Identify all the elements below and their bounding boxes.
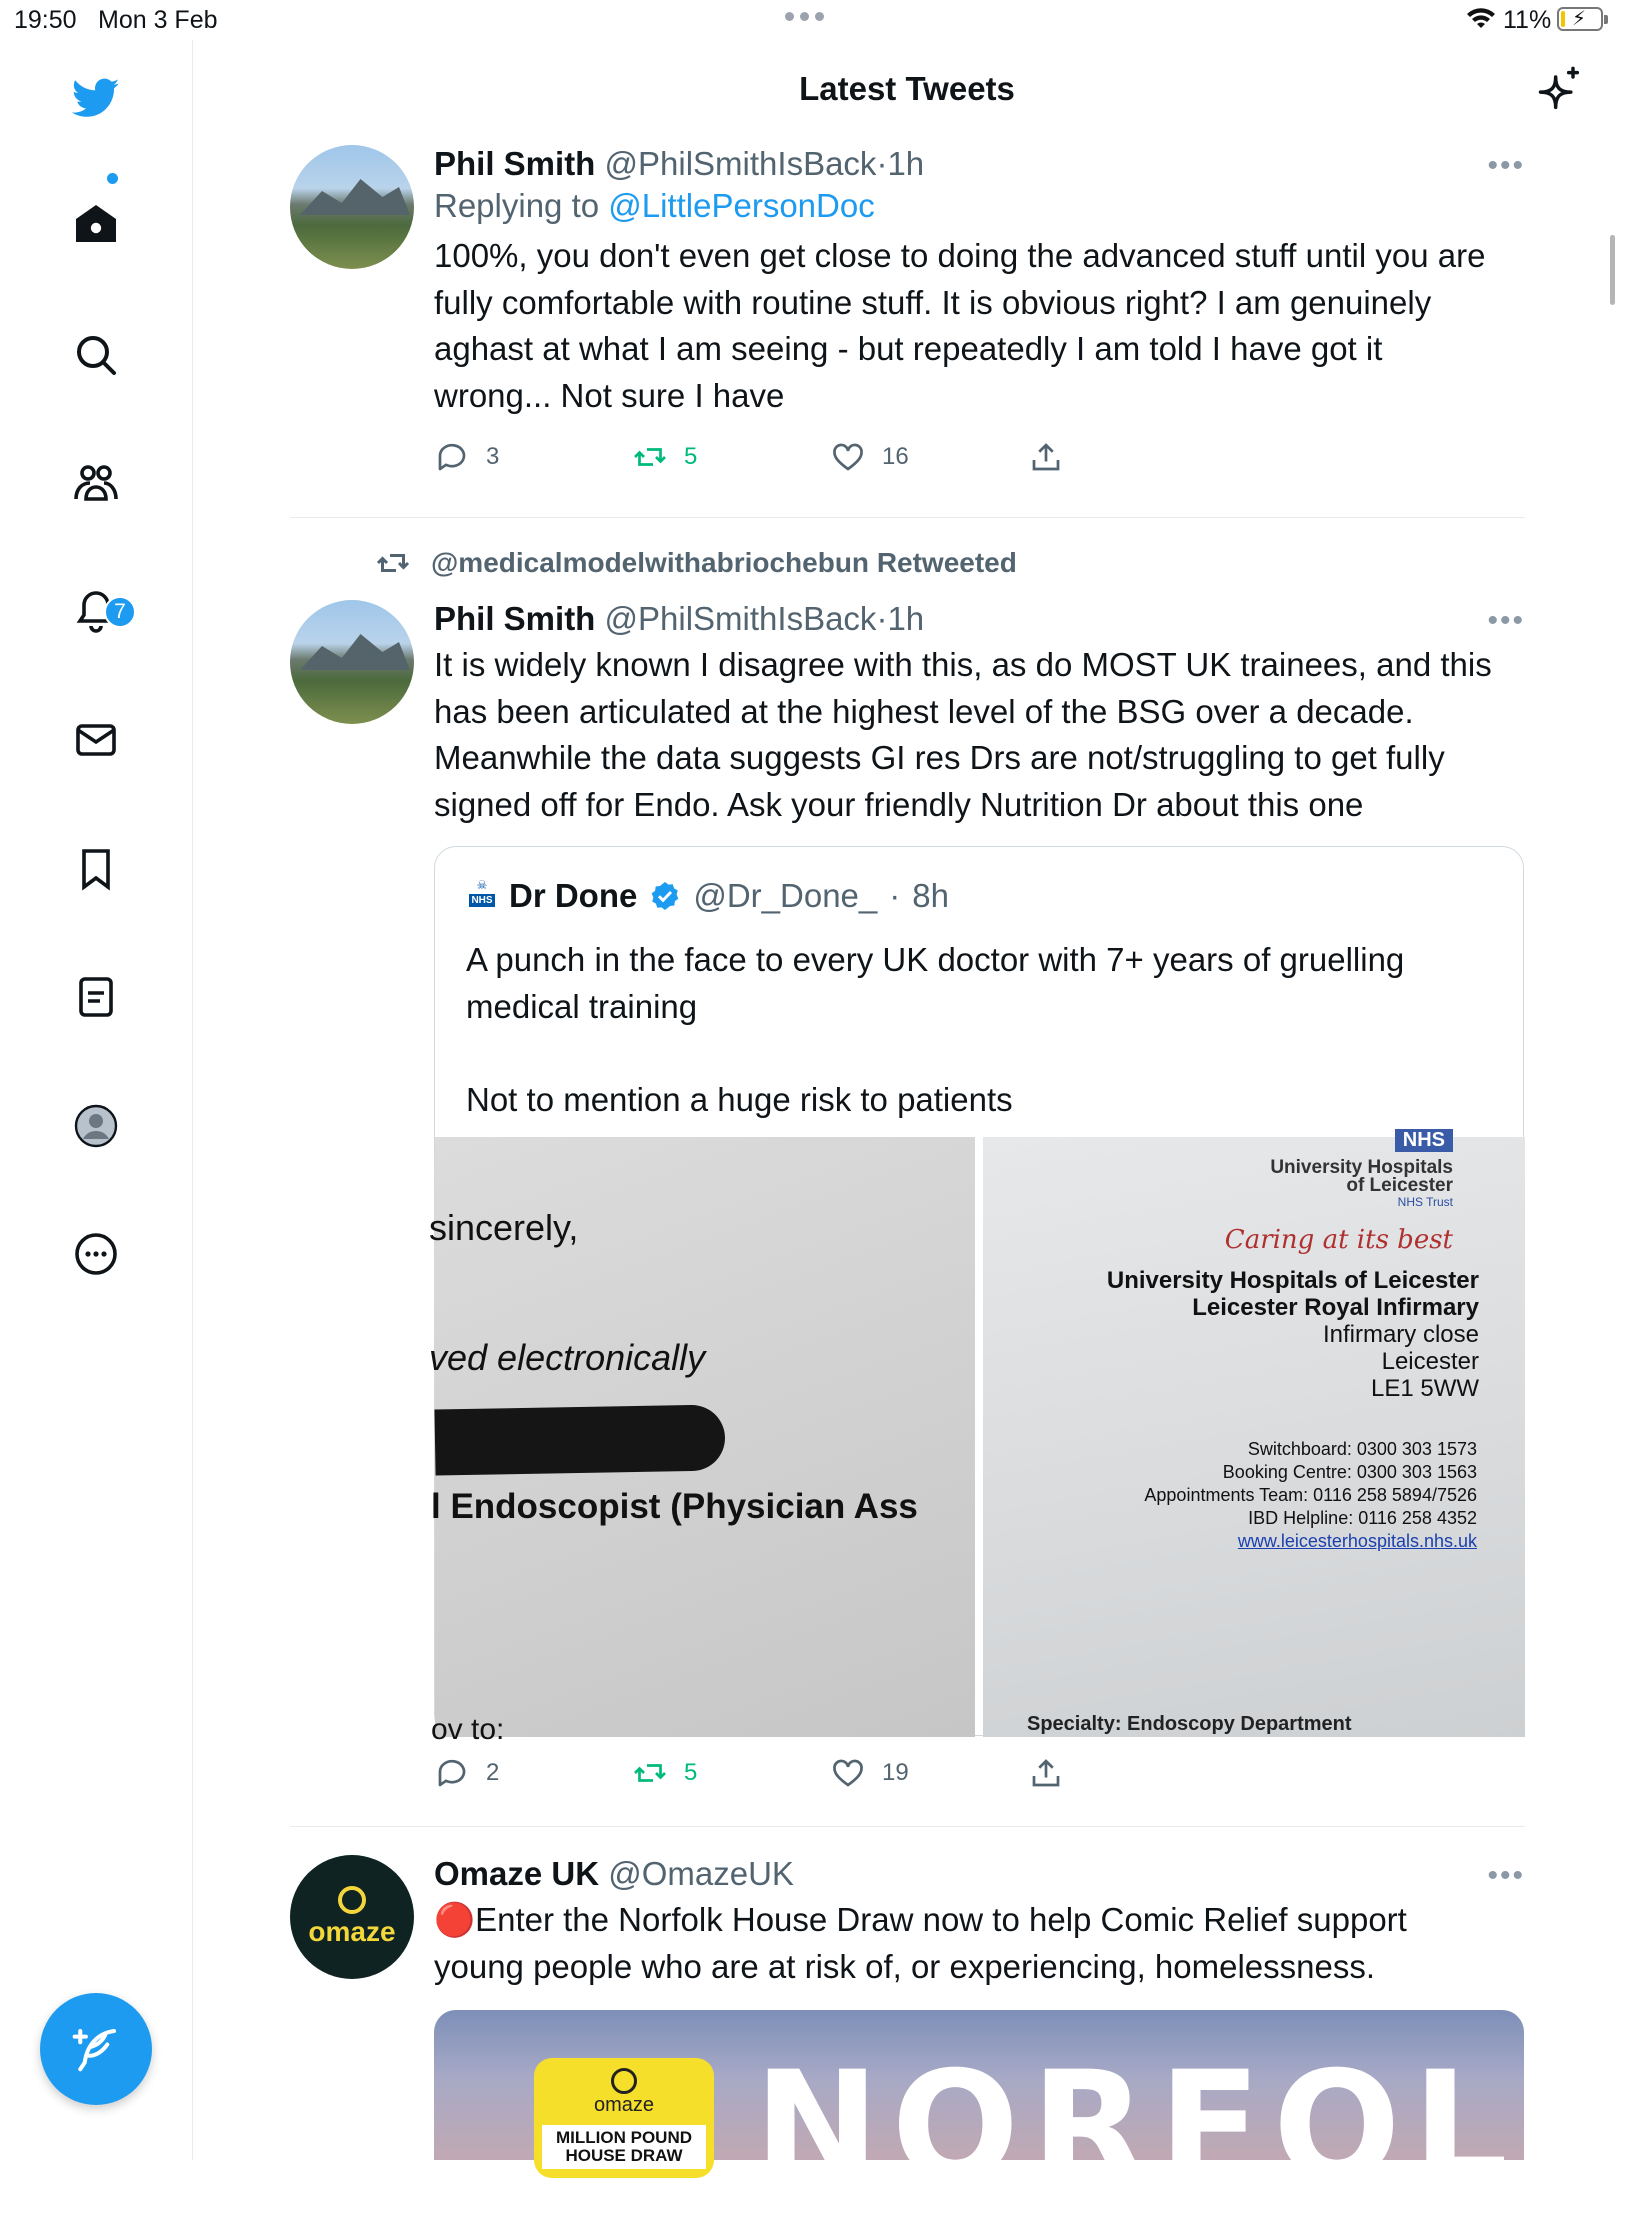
image-text: University Hospitals of Leicester xyxy=(1106,1267,1479,1294)
share-button[interactable] xyxy=(1028,439,1064,475)
separator-dot: · xyxy=(876,600,888,637)
image-text: Switchboard: 0300 303 1573 xyxy=(1247,1439,1477,1459)
tweet-time[interactable]: 1h xyxy=(887,600,925,637)
reply-count: 2 xyxy=(486,1759,500,1786)
image-text: of Leicester xyxy=(1346,1175,1453,1196)
more-icon[interactable] xyxy=(70,1228,122,1280)
sparkle-icon[interactable] xyxy=(1534,64,1586,116)
quote-author-name: Dr Done xyxy=(509,877,638,914)
messages-icon[interactable] xyxy=(70,714,122,766)
quote-author-handle: @Dr_Done_ xyxy=(693,877,878,914)
page-title: Latest Tweets xyxy=(799,70,1015,107)
tweet-actions xyxy=(434,439,1525,485)
reply-button[interactable] xyxy=(434,1755,499,1791)
author-handle[interactable]: @OmazeUK xyxy=(608,1855,794,1892)
image-text: LE1 5WW xyxy=(1370,1375,1479,1402)
image-text: Leicester Royal Infirmary xyxy=(1192,1294,1479,1321)
like-count: 16 xyxy=(882,443,909,470)
status-time: 19:50 xyxy=(14,6,77,34)
feather-plus-icon xyxy=(69,2022,123,2076)
status-date: Mon 3 Feb xyxy=(98,6,218,34)
redaction-mark xyxy=(434,1404,725,1475)
tweet-divider xyxy=(290,517,1525,518)
share-icon xyxy=(1028,439,1064,475)
home-unread-dot xyxy=(107,173,118,184)
home-icon[interactable] xyxy=(70,198,122,250)
image-text: University Hospitals xyxy=(1270,1157,1453,1178)
like-count: 19 xyxy=(882,1759,909,1786)
quoted-tweet[interactable] xyxy=(429,846,1524,1746)
retweeted-by xyxy=(375,545,1017,581)
author-handle[interactable]: @PhilSmithIsBack xyxy=(604,145,877,182)
profile-avatar-icon[interactable] xyxy=(70,1100,122,1152)
retweet-button[interactable] xyxy=(632,1755,697,1791)
tweet-more-icon[interactable]: ••• xyxy=(1487,1859,1525,1892)
wifi-icon xyxy=(1466,6,1496,39)
nhs-badge: NHS xyxy=(471,895,493,906)
image-text: IBD Helpline: 0116 258 4352 xyxy=(1248,1508,1477,1528)
tweet-author-line xyxy=(434,145,1525,183)
author-name[interactable]: Phil Smith xyxy=(434,145,596,182)
avatar-wordmark: omaze xyxy=(308,1916,396,1947)
tweet-author-line xyxy=(434,1855,1525,1893)
heart-icon xyxy=(830,439,866,475)
verified-badge-icon xyxy=(649,880,681,912)
battery-fill xyxy=(1561,11,1565,27)
image-text: sincerely, xyxy=(429,1207,579,1248)
ad-headline: NORFOLK xyxy=(754,2040,1648,2214)
image-text: Infirmary close xyxy=(1322,1321,1479,1348)
omaze-tag xyxy=(534,2058,714,2178)
image-text: Specialty: Endoscopy Department xyxy=(1027,1713,1352,1735)
author-name[interactable]: Omaze UK xyxy=(434,1855,600,1892)
bookmarks-icon[interactable] xyxy=(70,843,122,895)
image-text: Caring at its best xyxy=(1224,1225,1453,1255)
separator-dot: · xyxy=(889,877,901,914)
separator-dot: · xyxy=(876,145,888,182)
tweet-actions xyxy=(434,1755,1525,1801)
reply-icon xyxy=(434,439,470,475)
tweet-time[interactable]: 1h xyxy=(887,145,925,182)
author-handle[interactable]: @PhilSmithIsBack xyxy=(604,600,877,637)
retweet-icon xyxy=(632,1755,668,1791)
tweet-text: It is widely known I disagree with this, as do MOST UK trainees, and this has been articulated at the highest level of the BSG over a decade. Meanwhile the data suggests GI res Drs are not/struggling to get fully signed off for Endo. Ask your friendly Nutrition Dr about this one xyxy=(434,646,1492,823)
quote-image-letterhead[interactable] xyxy=(983,1129,1525,1737)
image-text: NHS xyxy=(1395,1129,1453,1152)
multitasking-dots-icon[interactable] xyxy=(785,12,824,21)
avatar[interactable] xyxy=(290,145,414,269)
replying-to xyxy=(434,187,1525,225)
retweet-icon xyxy=(632,439,668,475)
quote-author-line xyxy=(467,877,949,915)
heart-icon xyxy=(830,1755,866,1791)
image-text: ov to: xyxy=(431,1713,505,1746)
share-button[interactable] xyxy=(1028,1755,1064,1791)
tweet-more-icon[interactable]: ••• xyxy=(1487,149,1525,182)
author-name[interactable]: Phil Smith xyxy=(434,600,596,637)
ad-image[interactable] xyxy=(434,2010,1648,2214)
retweeted-by-label[interactable]: @medicalmodelwithabriochebun Retweeted xyxy=(431,547,1017,578)
image-text: Appointments Team: 0116 258 5894/7526 xyxy=(1144,1485,1477,1505)
avatar[interactable] xyxy=(290,1855,414,1979)
tag-text: MILLION POUND HOUSE DRAW xyxy=(542,2125,706,2169)
quote-time: 8h xyxy=(912,877,949,914)
reply-icon xyxy=(434,1755,470,1791)
avatar[interactable] xyxy=(290,600,414,724)
retweet-count: 5 xyxy=(684,1759,698,1786)
twitter-logo-icon[interactable] xyxy=(70,72,122,124)
compose-tweet-button[interactable] xyxy=(40,1993,152,2105)
like-button[interactable] xyxy=(830,1755,909,1791)
timeline-header xyxy=(194,40,1620,140)
quote-media xyxy=(429,1129,1525,1746)
tweet-text: 🔴Enter the Norfolk House Draw now to help Comic Relief support young people who are at risk of, or experiencing, homelessness. xyxy=(434,1901,1407,1985)
quote-avatar[interactable] xyxy=(467,878,497,914)
retweet-count: 5 xyxy=(684,443,698,470)
image-text: www.leicesterhospitals.nhs.uk xyxy=(1237,1531,1477,1551)
like-button[interactable] xyxy=(830,439,909,475)
image-text: Leicester xyxy=(1381,1348,1479,1375)
image-text: l Endoscopist (Physician Ass xyxy=(431,1487,918,1526)
image-text: ved electronically xyxy=(429,1337,706,1378)
battery-percent: 11% xyxy=(1503,6,1552,34)
quote-text: A punch in the face to every UK doctor with 7+ years of gruelling medical training Not to mention a huge risk to patients xyxy=(466,941,1405,1118)
tweet-text: 100%, you don't even get close to doing the advanced stuff until you are fully comfortable with routine stuff. It is obvious right? I am genuinely aghast at what I am seeing - but repeatedly I am told I have got it wrong... Not sure I have xyxy=(434,237,1486,414)
scrollbar[interactable] xyxy=(1610,235,1615,305)
quote-image-letter-signature[interactable] xyxy=(429,1137,975,1746)
tweet-divider xyxy=(290,1826,1525,1827)
tag-wordmark: omaze xyxy=(593,2094,655,2116)
notifications-badge: 7 xyxy=(104,596,136,628)
tweet-more-icon[interactable]: ••• xyxy=(1487,604,1525,637)
skull-icon: ☠ xyxy=(476,878,488,892)
sidebar xyxy=(0,40,193,2160)
retweet-icon xyxy=(375,545,411,581)
search-icon[interactable] xyxy=(70,329,122,381)
omaze-logo-icon xyxy=(611,2068,637,2094)
status-bar xyxy=(0,0,1620,40)
replying-to-link[interactable]: @LittlePersonDoc xyxy=(608,187,875,224)
lists-icon[interactable] xyxy=(70,971,122,1023)
reply-button[interactable] xyxy=(434,439,499,475)
tweet-author-line xyxy=(434,600,1525,638)
retweet-button[interactable] xyxy=(632,439,697,475)
image-text: Booking Centre: 0300 303 1563 xyxy=(1222,1462,1477,1482)
share-icon xyxy=(1028,1755,1064,1791)
reply-count: 3 xyxy=(486,443,500,470)
battery-icon: ⚡ xyxy=(1557,7,1603,31)
communities-icon[interactable] xyxy=(70,457,122,509)
image-text: NHS Trust xyxy=(1397,1195,1453,1209)
omaze-logo-icon xyxy=(338,1886,366,1914)
replying-to-label: Replying to xyxy=(434,187,609,224)
